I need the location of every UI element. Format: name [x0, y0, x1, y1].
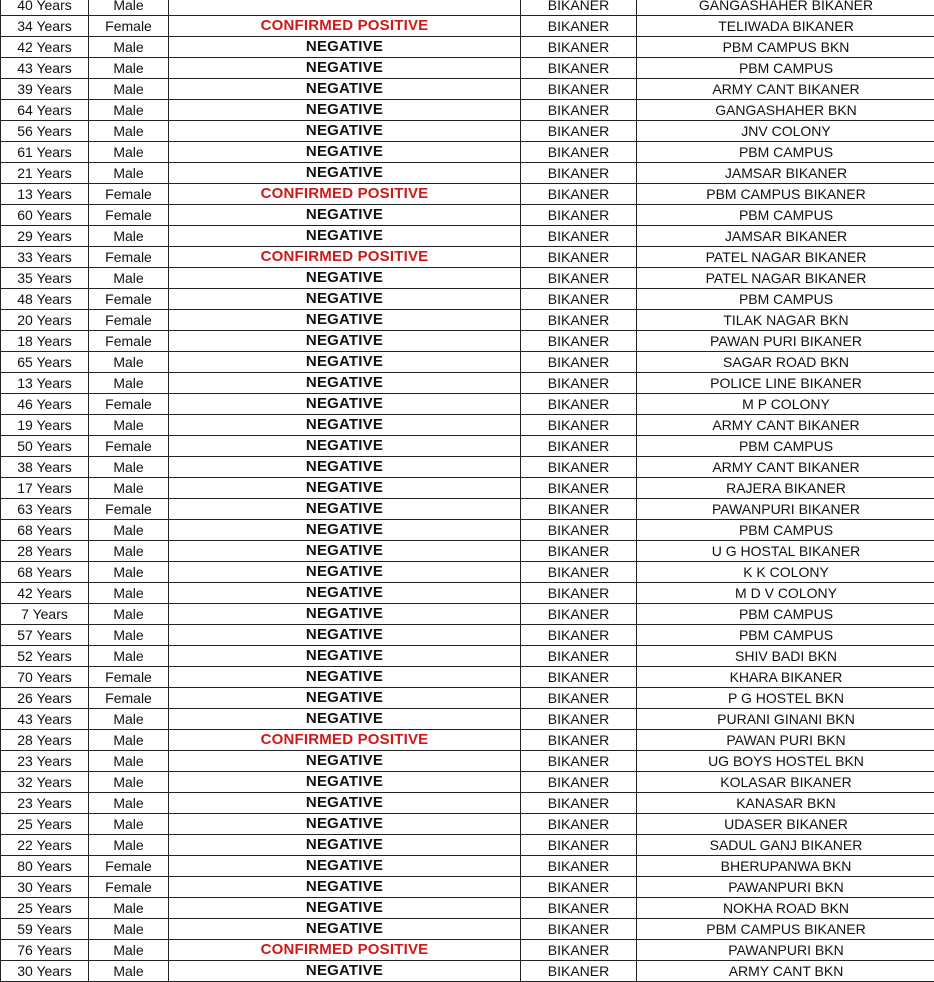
gender-cell: Male: [89, 58, 169, 79]
district-cell: BIKANER: [521, 100, 637, 121]
gender-cell: Male: [89, 961, 169, 982]
age-cell: 18 Years: [1, 331, 89, 352]
address-cell: PAWANPURI BKN: [637, 940, 934, 961]
address-cell: PBM CAMPUS: [637, 520, 934, 541]
table-row: [1, 541, 934, 562]
address-cell: PBM CAMPUS: [637, 205, 934, 226]
district-cell: BIKANER: [521, 919, 637, 940]
age-cell: 61 Years: [1, 142, 89, 163]
table-row: [1, 625, 934, 646]
result-cell: NEGATIVE: [169, 877, 521, 898]
district-cell: BIKANER: [521, 898, 637, 919]
table-row: [1, 604, 934, 625]
district-cell: BIKANER: [521, 562, 637, 583]
age-cell: 35 Years: [1, 268, 89, 289]
gender-cell: Male: [89, 226, 169, 247]
gender-cell: Male: [89, 625, 169, 646]
age-cell: 46 Years: [1, 394, 89, 415]
district-cell: BIKANER: [521, 940, 637, 961]
address-cell: UDASER BIKANER: [637, 814, 934, 835]
table-row: [1, 247, 934, 268]
gender-cell: Male: [89, 415, 169, 436]
address-cell: P G HOSTEL BKN: [637, 688, 934, 709]
address-cell: PBM CAMPUS: [637, 436, 934, 457]
address-cell: ARMY CANT BIKANER: [637, 457, 934, 478]
district-cell: BIKANER: [521, 121, 637, 142]
district-cell: BIKANER: [521, 142, 637, 163]
district-cell: BIKANER: [521, 793, 637, 814]
gender-cell: Female: [89, 667, 169, 688]
address-cell: JNV COLONY: [637, 121, 934, 142]
gender-cell: Male: [89, 373, 169, 394]
table-row: [1, 331, 934, 352]
district-cell: BIKANER: [521, 751, 637, 772]
table-row: [1, 394, 934, 415]
table-row: [1, 0, 934, 16]
gender-cell: Male: [89, 751, 169, 772]
age-cell: 13 Years: [1, 373, 89, 394]
age-cell: 26 Years: [1, 688, 89, 709]
result-cell: NEGATIVE: [169, 835, 521, 856]
result-cell: NEGATIVE: [169, 58, 521, 79]
gender-cell: Male: [89, 478, 169, 499]
district-cell: BIKANER: [521, 352, 637, 373]
address-cell: U G HOSTAL BIKANER: [637, 541, 934, 562]
age-cell: 68 Years: [1, 562, 89, 583]
address-cell: KHARA BIKANER: [637, 667, 934, 688]
address-cell: SHIV BADI BKN: [637, 646, 934, 667]
gender-cell: Male: [89, 814, 169, 835]
gender-cell: Female: [89, 289, 169, 310]
district-cell: BIKANER: [521, 268, 637, 289]
result-cell: CONFIRMED POSITIVE: [169, 247, 521, 268]
age-cell: 30 Years: [1, 877, 89, 898]
table-row: [1, 478, 934, 499]
district-cell: BIKANER: [521, 814, 637, 835]
address-cell: PATEL NAGAR BIKANER: [637, 247, 934, 268]
result-cell: NEGATIVE: [169, 562, 521, 583]
address-cell: SAGAR ROAD BKN: [637, 352, 934, 373]
address-cell: KANASAR BKN: [637, 793, 934, 814]
district-cell: BIKANER: [521, 877, 637, 898]
gender-cell: Male: [89, 583, 169, 604]
result-cell: NEGATIVE: [169, 898, 521, 919]
address-cell: JAMSAR BIKANER: [637, 163, 934, 184]
result-cell: NEGATIVE: [169, 583, 521, 604]
district-cell: BIKANER: [521, 373, 637, 394]
gender-cell: Male: [89, 79, 169, 100]
gender-cell: Female: [89, 877, 169, 898]
gender-cell: Male: [89, 772, 169, 793]
address-cell: PBM CAMPUS: [637, 625, 934, 646]
age-cell: 34 Years: [1, 16, 89, 37]
table-row: [1, 856, 934, 877]
address-cell: PAWANPURI BIKANER: [637, 499, 934, 520]
table-row: [1, 940, 934, 961]
table-row: [1, 205, 934, 226]
address-cell: GANGASHAHER BKN: [637, 100, 934, 121]
age-cell: 42 Years: [1, 583, 89, 604]
gender-cell: Female: [89, 331, 169, 352]
table-row: [1, 814, 934, 835]
result-cell: NEGATIVE: [169, 289, 521, 310]
table-row: [1, 520, 934, 541]
gender-cell: Male: [89, 562, 169, 583]
address-cell: M P COLONY: [637, 394, 934, 415]
address-cell: UG BOYS HOSTEL BKN: [637, 751, 934, 772]
district-cell: BIKANER: [521, 835, 637, 856]
district-cell: BIKANER: [521, 961, 637, 982]
result-cell: NEGATIVE: [169, 37, 521, 58]
age-cell: 25 Years: [1, 814, 89, 835]
gender-cell: Male: [89, 604, 169, 625]
result-cell: NEGATIVE: [169, 331, 521, 352]
district-cell: BIKANER: [521, 331, 637, 352]
result-cell: NEGATIVE: [169, 709, 521, 730]
district-cell: BIKANER: [521, 520, 637, 541]
gender-cell: Male: [89, 457, 169, 478]
age-cell: 23 Years: [1, 793, 89, 814]
table-row: [1, 835, 934, 856]
result-cell: CONFIRMED POSITIVE: [169, 940, 521, 961]
age-cell: 52 Years: [1, 646, 89, 667]
gender-cell: Male: [89, 37, 169, 58]
age-cell: 65 Years: [1, 352, 89, 373]
result-cell: NEGATIVE: [169, 415, 521, 436]
gender-cell: Female: [89, 688, 169, 709]
district-cell: BIKANER: [521, 457, 637, 478]
age-cell: 80 Years: [1, 856, 89, 877]
result-cell: NEGATIVE: [169, 373, 521, 394]
address-cell: PBM CAMPUS: [637, 604, 934, 625]
address-cell: GANGASHAHER BIKANER: [637, 0, 934, 16]
gender-cell: Male: [89, 352, 169, 373]
gender-cell: Female: [89, 184, 169, 205]
gender-cell: Male: [89, 268, 169, 289]
address-cell: POLICE LINE BIKANER: [637, 373, 934, 394]
age-cell: 59 Years: [1, 919, 89, 940]
address-cell: PBM CAMPUS BIKANER: [637, 919, 934, 940]
age-cell: 48 Years: [1, 289, 89, 310]
gender-cell: Female: [89, 16, 169, 37]
result-cell: NEGATIVE: [169, 352, 521, 373]
gender-cell: Female: [89, 499, 169, 520]
result-cell: NEGATIVE: [169, 163, 521, 184]
address-cell: PAWAN PURI BKN: [637, 730, 934, 751]
table-body: [1, 0, 934, 982]
age-cell: 39 Years: [1, 79, 89, 100]
result-cell: NEGATIVE: [169, 919, 521, 940]
table-row: [1, 58, 934, 79]
age-cell: 33 Years: [1, 247, 89, 268]
table-row: [1, 667, 934, 688]
address-cell: PAWAN PURI BIKANER: [637, 331, 934, 352]
table-row: [1, 16, 934, 37]
gender-cell: Female: [89, 310, 169, 331]
table-row: [1, 184, 934, 205]
result-cell: NEGATIVE: [169, 793, 521, 814]
gender-cell: Male: [89, 940, 169, 961]
gender-cell: Male: [89, 541, 169, 562]
table-row: [1, 457, 934, 478]
result-cell: NEGATIVE: [169, 667, 521, 688]
result-cell: NEGATIVE: [169, 457, 521, 478]
district-cell: BIKANER: [521, 310, 637, 331]
result-cell: [169, 0, 521, 16]
age-cell: 50 Years: [1, 436, 89, 457]
table-row: [1, 793, 934, 814]
gender-cell: Male: [89, 646, 169, 667]
table-row: [1, 121, 934, 142]
age-cell: 57 Years: [1, 625, 89, 646]
table-row: [1, 688, 934, 709]
table-row: [1, 163, 934, 184]
gender-cell: Male: [89, 730, 169, 751]
district-cell: BIKANER: [521, 688, 637, 709]
result-cell: NEGATIVE: [169, 394, 521, 415]
address-cell: BHERUPANWA BKN: [637, 856, 934, 877]
age-cell: 76 Years: [1, 940, 89, 961]
age-cell: 23 Years: [1, 751, 89, 772]
table-row: [1, 37, 934, 58]
gender-cell: Male: [89, 520, 169, 541]
district-cell: BIKANER: [521, 205, 637, 226]
district-cell: BIKANER: [521, 646, 637, 667]
table-row: [1, 100, 934, 121]
address-cell: KOLASAR BIKANER: [637, 772, 934, 793]
age-cell: 42 Years: [1, 37, 89, 58]
gender-cell: Male: [89, 709, 169, 730]
result-cell: NEGATIVE: [169, 79, 521, 100]
age-cell: 30 Years: [1, 961, 89, 982]
district-cell: BIKANER: [521, 772, 637, 793]
gender-cell: Female: [89, 856, 169, 877]
age-cell: 38 Years: [1, 457, 89, 478]
result-cell: NEGATIVE: [169, 814, 521, 835]
district-cell: BIKANER: [521, 184, 637, 205]
table-row: [1, 961, 934, 982]
age-cell: 22 Years: [1, 835, 89, 856]
district-cell: BIKANER: [521, 37, 637, 58]
table-row: [1, 709, 934, 730]
address-cell: RAJERA BIKANER: [637, 478, 934, 499]
address-cell: PBM CAMPUS: [637, 142, 934, 163]
age-cell: 32 Years: [1, 772, 89, 793]
table-row: [1, 646, 934, 667]
district-cell: BIKANER: [521, 730, 637, 751]
result-cell: NEGATIVE: [169, 520, 521, 541]
table-row: [1, 415, 934, 436]
address-cell: ARMY CANT BKN: [637, 961, 934, 982]
address-cell: JAMSAR BIKANER: [637, 226, 934, 247]
table-row: [1, 898, 934, 919]
district-cell: BIKANER: [521, 247, 637, 268]
address-cell: PURANI GINANI BKN: [637, 709, 934, 730]
table-row: [1, 730, 934, 751]
address-cell: PBM CAMPUS BKN: [637, 37, 934, 58]
table-row: [1, 289, 934, 310]
result-cell: CONFIRMED POSITIVE: [169, 730, 521, 751]
district-cell: BIKANER: [521, 478, 637, 499]
age-cell: 28 Years: [1, 541, 89, 562]
district-cell: BIKANER: [521, 709, 637, 730]
address-cell: ARMY CANT BIKANER: [637, 415, 934, 436]
table-row: [1, 562, 934, 583]
district-cell: BIKANER: [521, 289, 637, 310]
address-cell: M D V COLONY: [637, 583, 934, 604]
result-cell: NEGATIVE: [169, 226, 521, 247]
table-row: [1, 268, 934, 289]
gender-cell: Male: [89, 121, 169, 142]
result-cell: CONFIRMED POSITIVE: [169, 184, 521, 205]
result-cell: NEGATIVE: [169, 142, 521, 163]
address-cell: SADUL GANJ BIKANER: [637, 835, 934, 856]
district-cell: BIKANER: [521, 436, 637, 457]
address-cell: TILAK NAGAR BKN: [637, 310, 934, 331]
table-row: [1, 352, 934, 373]
gender-cell: Male: [89, 142, 169, 163]
district-cell: BIKANER: [521, 499, 637, 520]
address-cell: PBM CAMPUS: [637, 58, 934, 79]
age-cell: 21 Years: [1, 163, 89, 184]
district-cell: BIKANER: [521, 163, 637, 184]
address-cell: PBM CAMPUS: [637, 289, 934, 310]
table-row: [1, 436, 934, 457]
address-cell: PAWANPURI BKN: [637, 877, 934, 898]
result-cell: NEGATIVE: [169, 772, 521, 793]
result-cell: NEGATIVE: [169, 121, 521, 142]
age-cell: 70 Years: [1, 667, 89, 688]
table-row: [1, 583, 934, 604]
gender-cell: Male: [89, 835, 169, 856]
district-cell: BIKANER: [521, 0, 637, 16]
district-cell: BIKANER: [521, 856, 637, 877]
table-row: [1, 310, 934, 331]
result-cell: NEGATIVE: [169, 310, 521, 331]
gender-cell: Male: [89, 793, 169, 814]
district-cell: BIKANER: [521, 226, 637, 247]
age-cell: 60 Years: [1, 205, 89, 226]
district-cell: BIKANER: [521, 667, 637, 688]
address-cell: TELIWADA BIKANER: [637, 16, 934, 37]
age-cell: 68 Years: [1, 520, 89, 541]
age-cell: 64 Years: [1, 100, 89, 121]
table-row: [1, 772, 934, 793]
age-cell: 19 Years: [1, 415, 89, 436]
gender-cell: Male: [89, 100, 169, 121]
result-cell: NEGATIVE: [169, 856, 521, 877]
age-cell: 7 Years: [1, 604, 89, 625]
age-cell: 43 Years: [1, 709, 89, 730]
address-cell: PBM CAMPUS BIKANER: [637, 184, 934, 205]
gender-cell: Male: [89, 0, 169, 16]
age-cell: 28 Years: [1, 730, 89, 751]
result-cell: NEGATIVE: [169, 100, 521, 121]
result-cell: NEGATIVE: [169, 625, 521, 646]
gender-cell: Male: [89, 898, 169, 919]
district-cell: BIKANER: [521, 16, 637, 37]
age-cell: 43 Years: [1, 58, 89, 79]
result-cell: NEGATIVE: [169, 478, 521, 499]
age-cell: 40 Years: [1, 0, 89, 16]
result-cell: NEGATIVE: [169, 961, 521, 982]
gender-cell: Female: [89, 205, 169, 226]
gender-cell: Male: [89, 919, 169, 940]
result-cell: NEGATIVE: [169, 499, 521, 520]
address-cell: PATEL NAGAR BIKANER: [637, 268, 934, 289]
age-cell: 17 Years: [1, 478, 89, 499]
age-cell: 13 Years: [1, 184, 89, 205]
table-row: [1, 499, 934, 520]
table-row: [1, 226, 934, 247]
result-cell: NEGATIVE: [169, 688, 521, 709]
age-cell: 63 Years: [1, 499, 89, 520]
gender-cell: Female: [89, 436, 169, 457]
age-cell: 20 Years: [1, 310, 89, 331]
district-cell: BIKANER: [521, 394, 637, 415]
district-cell: BIKANER: [521, 625, 637, 646]
table-row: [1, 751, 934, 772]
table-row: [1, 919, 934, 940]
gender-cell: Female: [89, 394, 169, 415]
district-cell: BIKANER: [521, 58, 637, 79]
gender-cell: Female: [89, 247, 169, 268]
result-cell: NEGATIVE: [169, 436, 521, 457]
table-row: [1, 877, 934, 898]
district-cell: BIKANER: [521, 604, 637, 625]
result-cell: NEGATIVE: [169, 268, 521, 289]
district-cell: BIKANER: [521, 541, 637, 562]
age-cell: 25 Years: [1, 898, 89, 919]
result-cell: NEGATIVE: [169, 646, 521, 667]
result-cell: NEGATIVE: [169, 541, 521, 562]
result-cell: NEGATIVE: [169, 205, 521, 226]
district-cell: BIKANER: [521, 79, 637, 100]
district-cell: BIKANER: [521, 583, 637, 604]
address-cell: ARMY CANT BIKANER: [637, 79, 934, 100]
age-cell: 29 Years: [1, 226, 89, 247]
table-row: [1, 79, 934, 100]
gender-cell: Male: [89, 163, 169, 184]
address-cell: NOKHA ROAD BKN: [637, 898, 934, 919]
table-row: [1, 373, 934, 394]
result-cell: NEGATIVE: [169, 751, 521, 772]
district-cell: BIKANER: [521, 415, 637, 436]
address-cell: K K COLONY: [637, 562, 934, 583]
age-cell: 56 Years: [1, 121, 89, 142]
result-cell: CONFIRMED POSITIVE: [169, 16, 521, 37]
table-row: [1, 142, 934, 163]
result-cell: NEGATIVE: [169, 604, 521, 625]
